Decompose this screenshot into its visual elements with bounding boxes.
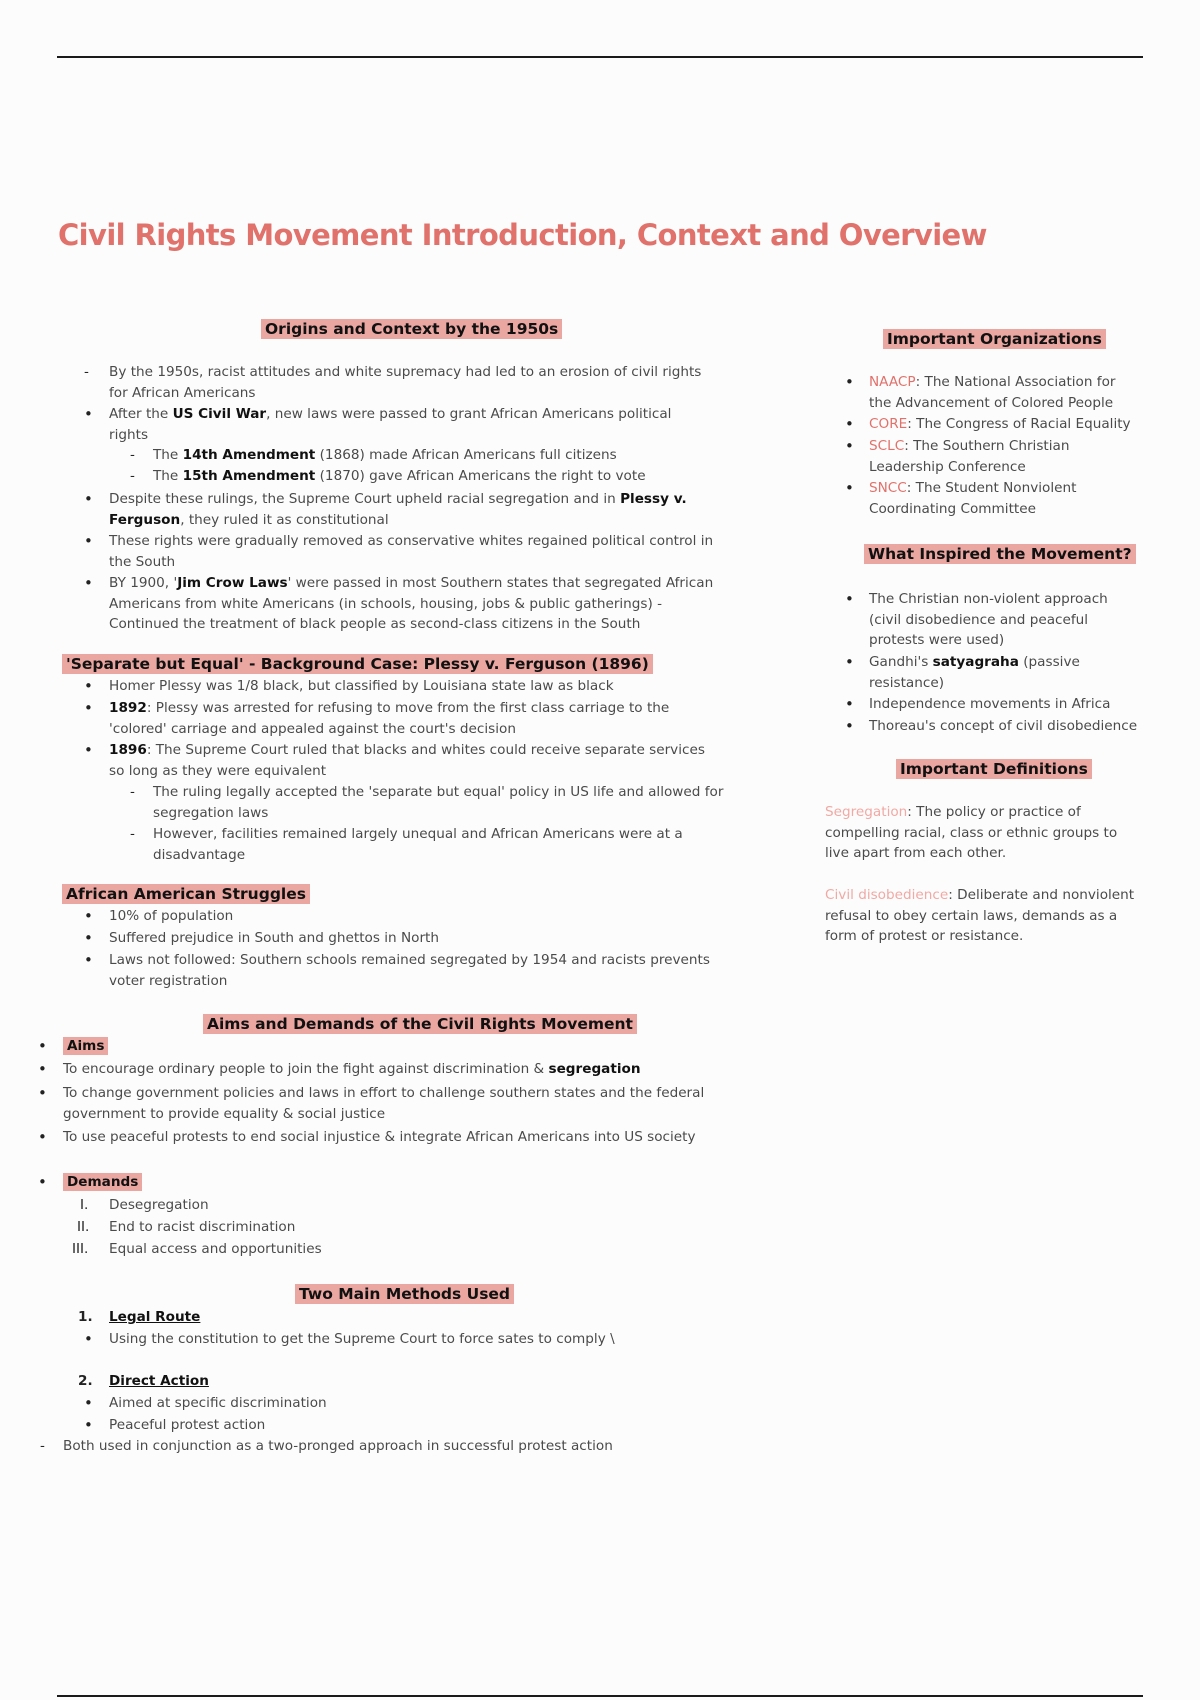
bullet: • (84, 574, 93, 592)
org-sncc: SNCC: The Student Nonviolent Coordinating Committee (869, 480, 1077, 517)
origins-sub2: The 15th Amendment (1870) gave African Americans the right to vote (153, 468, 646, 484)
bullet: • (845, 437, 854, 455)
bullet: • (84, 490, 93, 508)
aims-item: To encourage ordinary people to join the fight against discrimination & segregation (63, 1061, 641, 1077)
bullet: • (38, 1128, 47, 1146)
dash-marker: - (40, 1438, 45, 1454)
org-naacp: NAACP: The National Association for the Advancement of Colored People (869, 374, 1116, 411)
bullet: • (845, 415, 854, 433)
plessy-sub1: The ruling legally accepted the 'separate but equal' policy in US life and allowed for segregation laws (153, 784, 724, 821)
definition-civil-disobedience: Civil disobedience: Deliberate and nonviolent refusal to obey certain laws, demands as a form of protest or resistance. (825, 887, 1135, 945)
org-sclc: SCLC: The Southern Christian Leadership Conference (869, 438, 1070, 475)
origins-p3: Despite these rulings, the Supreme Court upheld racial segregation and in Plessy v. Ferguson, they ruled it as constitutional (109, 491, 687, 528)
bullet: • (84, 1416, 93, 1434)
bullet: • (84, 741, 93, 759)
dash-marker: - (84, 364, 89, 380)
aims-label: Aims (63, 1036, 108, 1057)
page-title: Civil Rights Movement Introduction, Context and Overview (58, 218, 987, 252)
method-direct-action: Direct Action (109, 1373, 209, 1389)
bullet: • (84, 907, 93, 925)
struggles-heading: African American Struggles (62, 885, 310, 903)
struggles-item: Laws not followed: Southern schools remained segregated by 1954 and racists prevents voter registration (109, 952, 710, 989)
bullet: • (845, 653, 854, 671)
roman-numeral: II. (77, 1219, 90, 1235)
aims-item: To change government policies and laws in effort to challenge southern states and the federal government to provide equality & social justice (63, 1085, 705, 1122)
bullet: • (38, 1037, 47, 1055)
dash-marker: - (130, 826, 135, 842)
dash-marker: - (130, 468, 135, 484)
dash-marker: - (130, 447, 135, 463)
origins-p1: By the 1950s, racist attitudes and white supremacy had led to an erosion of civil rights for African Americans (109, 364, 702, 401)
bullet: • (84, 677, 93, 695)
bullet: • (845, 479, 854, 497)
plessy-p1: Homer Plessy was 1/8 black, but classified by Louisiana state law as black (109, 678, 614, 694)
aims-heading: Aims and Demands of the Civil Rights Movement (203, 1015, 637, 1033)
bullet: • (845, 590, 854, 608)
roman-numeral: III. (72, 1241, 89, 1257)
plessy-heading: 'Separate but Equal' - Background Case: Plessy v. Ferguson (1896) (62, 655, 653, 673)
number-marker: 2. (78, 1373, 93, 1389)
inspired-heading: What Inspired the Movement? (864, 545, 1136, 563)
number-marker: 1. (78, 1309, 93, 1325)
method-detail: Peaceful protest action (109, 1417, 266, 1433)
definitions-heading: Important Definitions (896, 760, 1092, 778)
bullet: • (38, 1084, 47, 1102)
bullet: • (38, 1173, 47, 1191)
inspired-item: Gandhi's satyagraha (passive resistance) (869, 654, 1080, 691)
roman-numeral: I. (80, 1197, 89, 1213)
bullet: • (84, 699, 93, 717)
demands-label: Demands (63, 1172, 142, 1193)
bullet: • (84, 929, 93, 947)
bottom-rule (57, 1695, 1143, 1697)
bullet: • (38, 1060, 47, 1078)
origins-p5: BY 1900, 'Jim Crow Laws' were passed in most Southern states that segregated African Americans from white Americans (in schools, housing, jobs & public gatherings) - Continued the treatment of black people as second-class citizens in the South (109, 575, 714, 633)
definition-segregation: Segregation: The policy or practice of compelling racial, class or ethnic groups to live apart from each other. (825, 804, 1118, 862)
bullet: • (845, 717, 854, 735)
plessy-p2: 1892: Plessy was arrested for refusing to move from the first class carriage to the 'colored' carriage and appealed against the court's decision (109, 700, 670, 737)
aims-item: To use peaceful protests to end social injustice & integrate African Americans into US society (63, 1129, 696, 1145)
inspired-item: Thoreau's concept of civil disobedience (869, 718, 1138, 734)
struggles-item: 10% of population (109, 908, 234, 924)
method-legal-route: Legal Route (109, 1309, 201, 1325)
bullet: • (84, 951, 93, 969)
struggles-item: Suffered prejudice in South and ghettos in North (109, 930, 439, 946)
origins-p4: These rights were gradually removed as conservative whites regained political control in the South (109, 533, 714, 570)
org-core: CORE: The Congress of Racial Equality (869, 416, 1131, 432)
bullet: • (84, 405, 93, 423)
bullet: • (845, 695, 854, 713)
bullet: • (84, 1330, 93, 1348)
demand-item: End to racist discrimination (109, 1219, 296, 1235)
origins-sub1: The 14th Amendment (1868) made African Americans full citizens (153, 447, 617, 463)
top-rule (57, 56, 1143, 58)
methods-conclusion: Both used in conjunction as a two-pronged approach in successful protest action (63, 1438, 613, 1454)
bullet: • (84, 532, 93, 550)
method-detail: Using the constitution to get the Supreme Court to force sates to comply \ (109, 1331, 615, 1347)
plessy-sub2: However, facilities remained largely unequal and African Americans were at a disadvantage (153, 826, 683, 863)
methods-heading: Two Main Methods Used (295, 1285, 514, 1303)
origins-p2: After the US Civil War, new laws were passed to grant African Americans political rights (109, 406, 672, 443)
inspired-item: The Christian non-violent approach (civil disobedience and peaceful protests were used) (869, 591, 1108, 649)
demand-item: Equal access and opportunities (109, 1241, 322, 1257)
bullet: • (84, 1394, 93, 1412)
bullet: • (845, 373, 854, 391)
plessy-p3: 1896: The Supreme Court ruled that blacks and whites could receive separate services so long as they were equivalent (109, 742, 705, 779)
method-detail: Aimed at specific discrimination (109, 1395, 327, 1411)
organizations-heading: Important Organizations (883, 330, 1106, 348)
inspired-item: Independence movements in Africa (869, 696, 1111, 712)
demand-item: Desegregation (109, 1197, 209, 1213)
origins-heading: Origins and Context by the 1950s (261, 320, 562, 338)
dash-marker: - (130, 784, 135, 800)
